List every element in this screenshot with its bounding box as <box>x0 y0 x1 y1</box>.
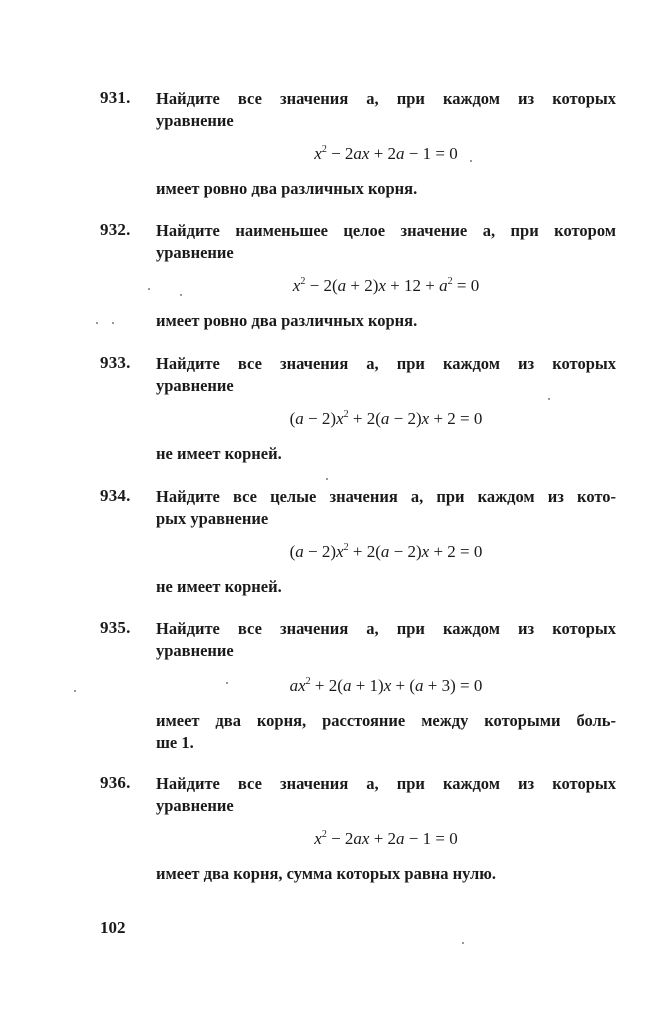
problem-number: 934. <box>100 486 131 505</box>
problem-text-line-2: уравнение <box>156 243 234 262</box>
problem-text-line-1: Найдите все значения a, при каждом из которых <box>156 774 616 793</box>
problem-number: 935. <box>100 618 131 637</box>
equation: $ax^2 + 2(a + 1)x + (a + 3) = 0$ <box>289 676 483 695</box>
scan-speck <box>326 478 328 480</box>
problem-text-line-1: Найдите все значения a, при каждом из которых <box>156 619 616 638</box>
problem-condition-line-1: имеет два корня, расстояние между которыми боль- <box>156 711 616 730</box>
problem-text-line-2: уравнение <box>156 111 234 130</box>
problem-condition: не имеет корней. <box>156 577 282 596</box>
problem-text-line-1: Найдите все значения a, при каждом из которых <box>156 354 616 373</box>
problem-condition: имеет ровно два различных корня. <box>156 179 418 198</box>
problem-text-line-2: уравнение <box>156 641 234 660</box>
problem-text-line-1: Найдите наименьшее целое значение a, при котором <box>156 221 616 240</box>
equation: $x^2 - 2(a + 2)x + 12 + a^2 = 0$ <box>292 276 480 295</box>
problem-number: 933. <box>100 353 131 372</box>
scan-speck <box>470 160 472 162</box>
scan-speck <box>180 294 182 296</box>
problem-text-line-2: уравнение <box>156 796 234 815</box>
problem-text-line-1: Найдите все значения a, при каждом из которых <box>156 89 616 108</box>
scan-speck <box>148 288 150 290</box>
problem-text-line-2: рых уравнение <box>156 509 269 528</box>
problem-condition: имеет два корня, сумма которых равна нулю. <box>156 864 496 883</box>
problem-number: 931. <box>100 88 131 107</box>
scan-speck <box>226 682 228 684</box>
equation: $x^2 - 2ax + 2a - 1 = 0$ <box>314 144 458 163</box>
scan-speck <box>74 690 76 692</box>
problem-condition-line-2: ше 1. <box>156 733 194 752</box>
scan-speck <box>548 398 550 400</box>
problem-number: 932. <box>100 220 131 239</box>
equation: $(a - 2)x^2 + 2(a - 2)x + 2 = 0$ <box>289 542 483 561</box>
page-number: 102 <box>100 918 126 937</box>
problem-text-line-1: Найдите все целые значения a, при каждом из кото- <box>156 487 616 506</box>
scan-speck <box>462 942 464 944</box>
equation: $(a - 2)x^2 + 2(a - 2)x + 2 = 0$ <box>289 409 483 428</box>
problem-condition: не имеет корней. <box>156 444 282 463</box>
equation: $x^2 - 2ax + 2a - 1 = 0$ <box>314 829 458 848</box>
scan-speck <box>112 322 114 324</box>
problem-number: 936. <box>100 773 131 792</box>
scan-speck <box>96 322 98 324</box>
problem-condition: имеет ровно два различных корня. <box>156 311 418 330</box>
problem-text-line-2: уравнение <box>156 376 234 395</box>
